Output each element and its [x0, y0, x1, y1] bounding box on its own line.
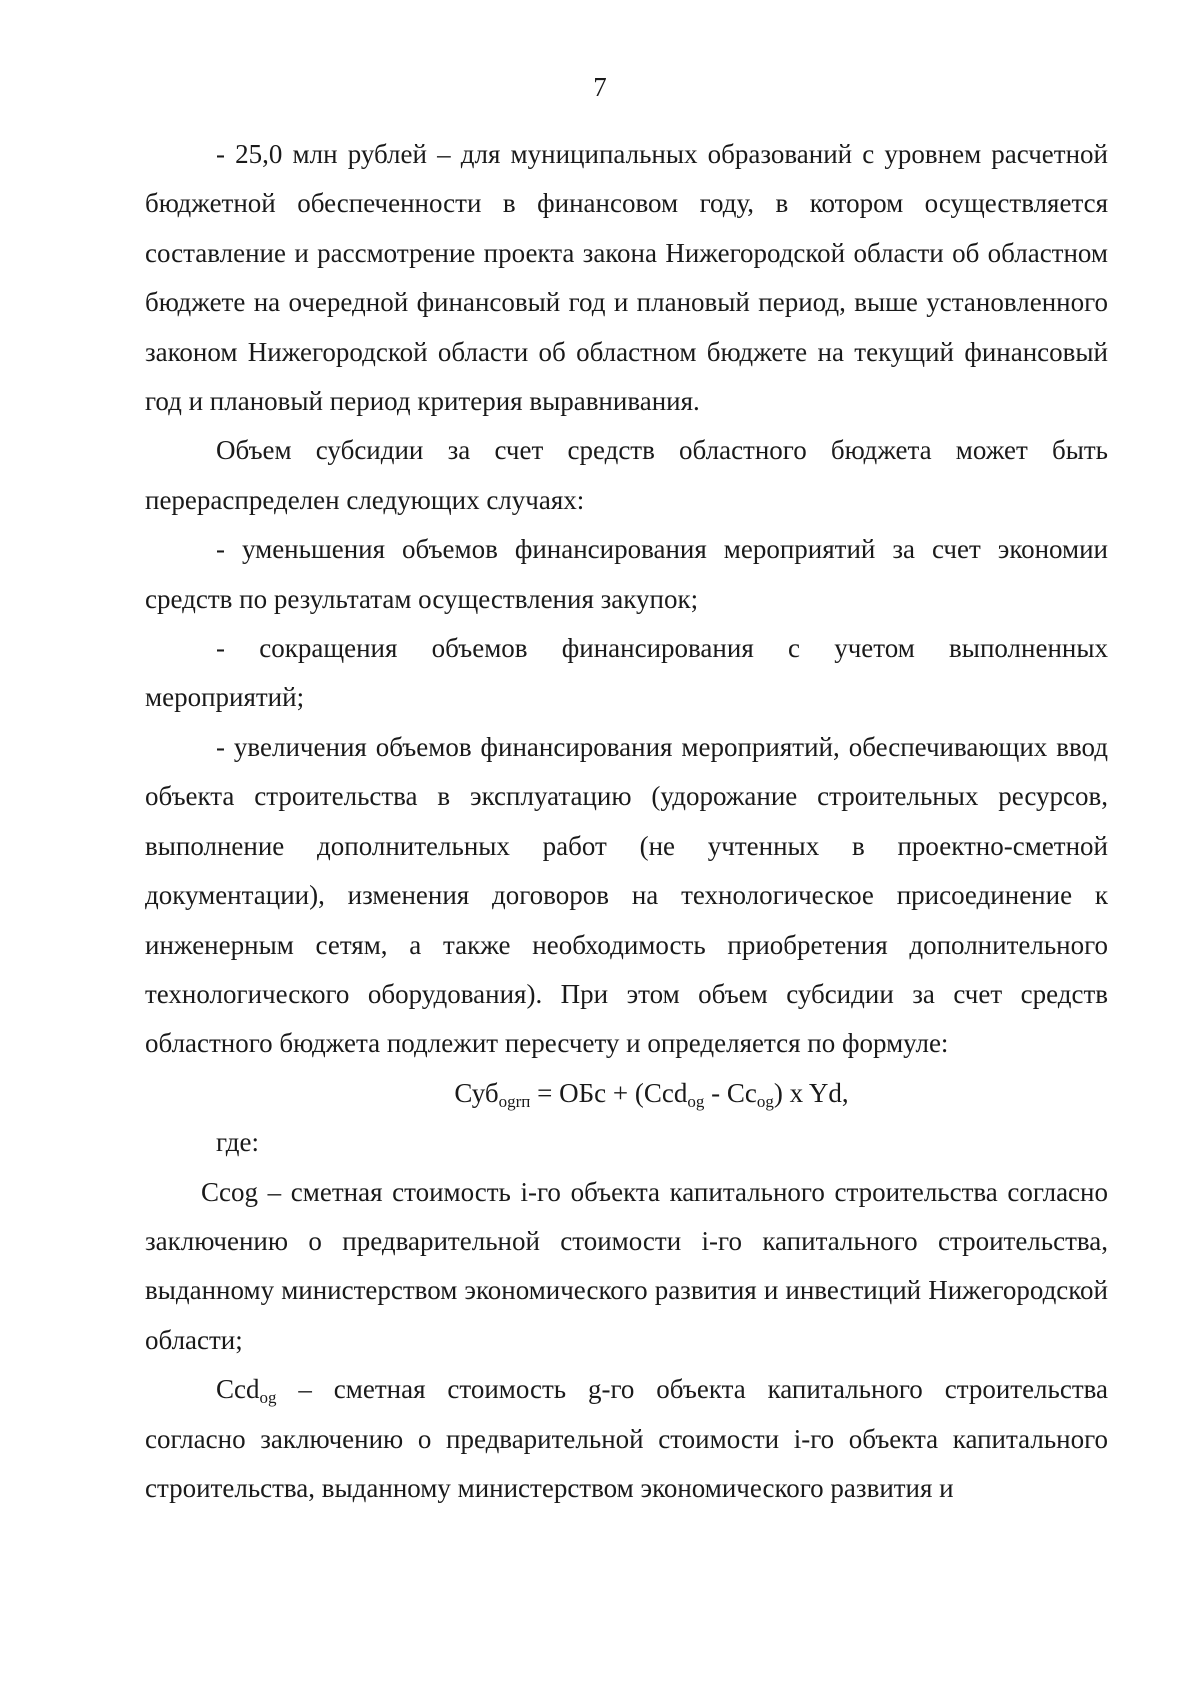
definition-ccd-subscript: og — [259, 1388, 277, 1408]
definition-ccd-symbol: Ccd — [216, 1374, 260, 1405]
list-item-reduction: - сокращения объемов финансирования с учетом выполненных мероприятий; — [145, 633, 1108, 713]
where-label: где: — [216, 1127, 259, 1158]
definition-ccd-text: – сметная стоимость g-го объекта капитального строительства согласно заключению о предварительной стоимости i-го объекта капитального строительства, выданному министерством экономического развития и — [145, 1374, 1108, 1503]
formula-minus-part: - Cc — [704, 1077, 757, 1108]
formula-cc-subscript: og — [756, 1091, 774, 1111]
list-item-increase: - увеличения объемов финансирования мероприятий, обеспечивающих ввод объекта строительства в эксплуатацию (удорожание строительных ресурсов, выполнение дополнительных работ (не учтенных в проектно-сметной документации), изменения договоров на технологическое присоединение к инженерным сетям, а также необходимость приобретения дополнительного технологического оборудования). При этом объем субсидии за счет средств областного бюджета подлежит пересчету и определяется по формуле: — [145, 731, 1108, 1059]
subsidy-formula — [145, 1069, 1108, 1118]
document-body — [145, 130, 1108, 1513]
formula-subsidy-subscript: ogrп — [498, 1091, 531, 1111]
formula-subsidy-symbol: Суб — [454, 1077, 499, 1108]
formula-ccd-subscript: og — [687, 1091, 705, 1111]
paragraph-funding-threshold: - 25,0 млн рублей – для муниципальных образований с уровнем расчетной бюджетной обеспеченности в финансовом году, в котором осуществляется составление и рассмотрение проекта закона Нижегородской области об областном бюджете на очередной финансовый год и плановый период, выше установленного законом Нижегородской области об областном бюджете на текущий финансовый год и плановый период критерия выравнивания. — [145, 139, 1108, 417]
page-number: 7 — [593, 72, 607, 102]
formula-end-part: ) x Yd, — [773, 1077, 849, 1108]
formula-equals-part: = ОБс + (Ccd — [530, 1077, 688, 1108]
paragraph-redistribution-intro: Объем субсидии за счет средств областного бюджета может быть перераспределен следующих случаях: — [145, 435, 1108, 515]
list-item-procurement-savings: - уменьшения объемов финансирования мероприятий за счет экономии средств по результатам осуществления закупок; — [145, 534, 1108, 614]
definition-ccog: Ccog – сметная стоимость i-го объекта капитального строительства согласно заключению о предварительной стоимости i-го капитального строительства, выданному министерством экономического развития и инвестиций Нижегородской области; — [145, 1176, 1108, 1355]
definition-ccd — [145, 1365, 1108, 1513]
